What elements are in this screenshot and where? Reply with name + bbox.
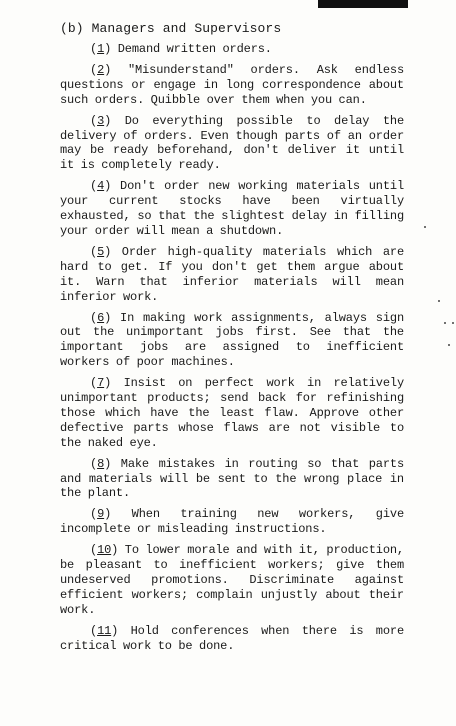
item-paren-close: ) (104, 113, 125, 128)
item-paren-close: ) (104, 42, 118, 56)
item-text: Make mistakes in routing so that parts and materials will be sent to the wrong place in the plant. (60, 456, 404, 501)
item-number: 11 (97, 623, 112, 638)
item-number: 8 (97, 456, 105, 471)
item-paren-open: ( (90, 42, 98, 56)
item-paren-close: ) (104, 376, 124, 391)
item-text: Do everything possible to delay the delivery of orders. Even though parts of an order may be ready beforehand, don't deliver it until it is completely ready. (60, 113, 404, 173)
item-paren-open: ( (90, 456, 98, 471)
item-text: Hold conferences when there is more critical work to be done. (60, 623, 405, 653)
item-paren-close: ) (104, 179, 121, 194)
item-paren-close: ) (111, 623, 131, 638)
list-item (60, 63, 404, 108)
item-paren-open: ( (90, 179, 98, 194)
item-paren-open: ( (90, 507, 98, 522)
item-number: 4 (97, 179, 105, 194)
item-number: 9 (97, 507, 105, 522)
item-paren-close: ) (104, 62, 128, 77)
list-item (60, 245, 404, 305)
item-text: When training new workers, give incomplete or misleading instructions. (60, 507, 404, 537)
item-paren-open: ( (90, 62, 98, 77)
item-text: Order high-quality materials which are hard to get. If you don't get them argue about it. Warn that inferior materials will mean inferior work. (60, 244, 404, 304)
item-paren-open: ( (90, 376, 98, 391)
item-paren-open: ( (90, 623, 98, 638)
list-item (60, 114, 404, 174)
item-number: 3 (97, 113, 105, 128)
item-number: 7 (97, 376, 105, 391)
item-paren-close: ) (104, 507, 132, 522)
item-paren-open: ( (90, 310, 98, 325)
item-number: 10 (97, 543, 112, 558)
section-heading: (b) Managers and Supervisors (60, 21, 282, 36)
item-paren-open: ( (90, 244, 98, 259)
list-item (60, 179, 404, 239)
item-number: 6 (97, 310, 105, 325)
item-paren-open: ( (90, 543, 98, 558)
list-item (60, 543, 404, 618)
item-number: 5 (97, 244, 105, 259)
list-item (60, 311, 404, 371)
item-text: Don't order new working materials until your current stocks have been virtually exhausted, so that the slightest delay in filling your order will mean a shutdown. (60, 179, 404, 238)
list-item (60, 42, 404, 57)
list-item (60, 507, 404, 537)
item-paren-close: ) (104, 244, 122, 259)
item-paren-close: ) (104, 456, 121, 471)
item-paren-close: ) (111, 543, 125, 558)
list-item (60, 624, 404, 654)
top-redaction-bar (318, 0, 408, 8)
list-item (60, 376, 404, 451)
list-item (60, 457, 404, 502)
item-number: 1 (97, 42, 105, 56)
document-page (60, 20, 404, 660)
item-text: In making work assignments, always sign out the unimportant jobs first. See that the important jobs are assigned to inefficient workers of poor machines. (60, 310, 404, 370)
item-text: "Misunderstand" orders. Ask endless questions or engage in long correspondence about such orders. Quibble over them when you can. (60, 62, 405, 107)
item-text: To lower morale and with it, production, be pleasant to inefficient workers; give them undeserved promotions. Discriminate against efficient workers; complain unjustly about their work. (60, 543, 404, 617)
item-number: 2 (97, 62, 105, 77)
item-text: Insist on perfect work in relatively unimportant products; send back for refinishing those which have the least flaw. Approve other defective parts whose flaws are not visible to the naked eye. (60, 376, 405, 450)
item-text: Demand written orders. (117, 42, 272, 56)
item-list (60, 42, 404, 654)
item-paren-close: ) (104, 310, 121, 325)
item-paren-open: ( (90, 113, 98, 128)
